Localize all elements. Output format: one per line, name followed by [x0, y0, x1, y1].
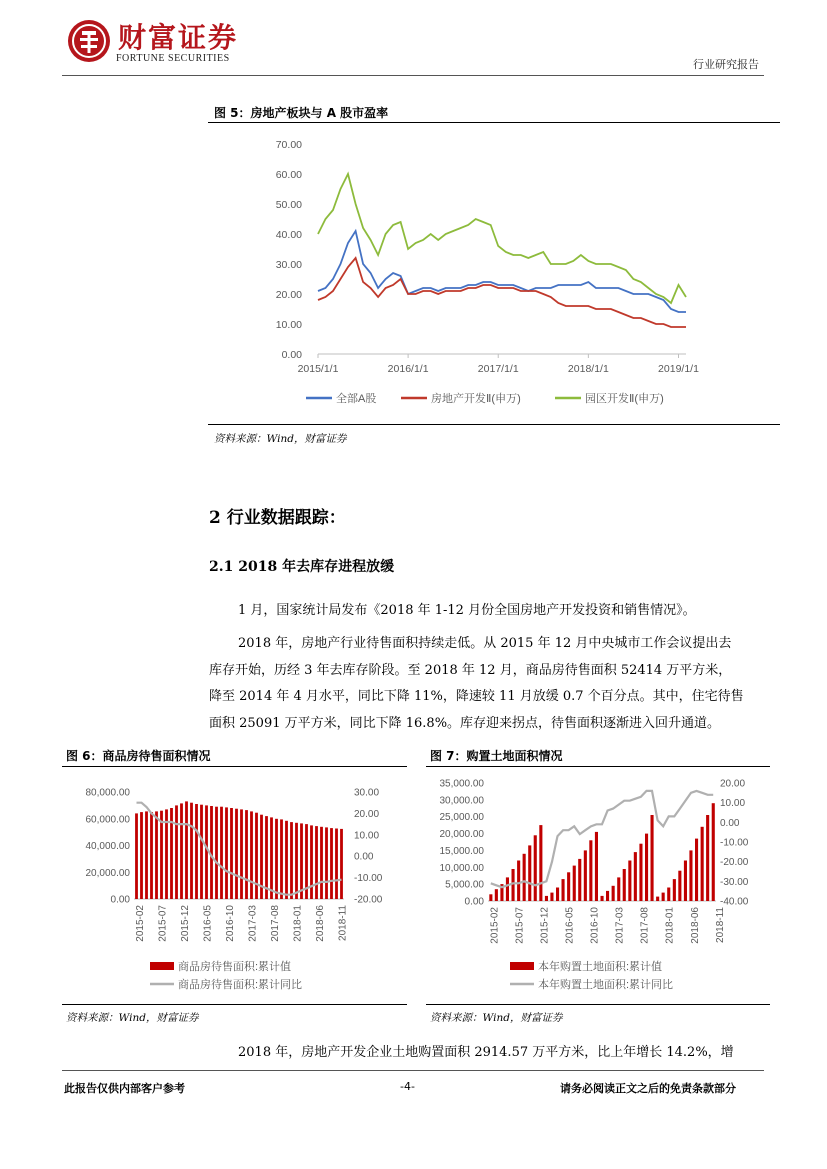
series-line-3 — [318, 174, 686, 303]
bar — [528, 845, 531, 901]
bar — [517, 861, 520, 902]
legend-label: 园区开发Ⅱ(申万) — [585, 393, 664, 405]
y-tick-label: 50.00 — [275, 199, 302, 211]
y-tick-label: 10.00 — [275, 319, 302, 331]
x-tick-label: 2015-02 — [135, 905, 146, 942]
legend-label: 商品房待售面积:累计同比 — [178, 979, 303, 991]
footer-page-number: -4- — [400, 1080, 415, 1093]
x-tick-label: 2018-11 — [337, 905, 349, 941]
bar — [578, 859, 581, 901]
y-tick-label: 20.00 — [275, 289, 302, 301]
bar — [275, 819, 278, 899]
x-tick-label: 2018/1/1 — [567, 363, 609, 375]
y-tick-label: 60.00 — [275, 169, 302, 181]
bar — [562, 879, 565, 901]
y-left-tick-label: 40,000.00 — [85, 841, 130, 852]
figure6-source: 资料来源：Wind，财富证券 — [66, 1012, 199, 1024]
y-left-tick-label: 30,000.00 — [439, 795, 484, 807]
bar — [684, 861, 687, 902]
bar — [639, 844, 642, 901]
x-tick-label: 2019/1/1 — [658, 363, 699, 375]
paragraph-2-line: 2018 年，房地产行业待售面积持续走低。从 2015 年 12 月中央城市工作会议提出去 — [238, 636, 732, 651]
y-right-tick-label: -10.00 — [354, 873, 383, 885]
tail-paragraph: 2018 年，房地产开发企业土地购置面积 2914.57 万平方米，比上年增长 14.2%，增 — [238, 1045, 734, 1060]
y-right-tick-label: 20.00 — [720, 778, 746, 790]
y-right-tick-label: -20.00 — [720, 857, 749, 869]
bar — [545, 896, 548, 901]
bar — [265, 816, 268, 899]
bar — [340, 829, 343, 899]
x-tick-label: 2017/1/1 — [477, 363, 519, 375]
bar — [606, 891, 609, 901]
x-tick-label: 2016-05 — [202, 905, 214, 942]
bar — [205, 805, 208, 899]
bar — [150, 812, 153, 899]
y-right-tick-label: -40.00 — [720, 896, 749, 908]
figure5-top-rule — [208, 122, 780, 123]
bar — [300, 823, 303, 899]
bar — [651, 815, 654, 901]
bar — [634, 852, 637, 901]
y-right-tick-label: 20.00 — [354, 808, 380, 820]
bar — [190, 803, 193, 899]
x-tick-label: 2018-11 — [714, 907, 726, 943]
y-left-tick-label: 80,000.00 — [85, 787, 130, 799]
x-tick-label: 2015-07 — [157, 905, 169, 942]
legend-label: 本年购置土地面积:累计同比 — [538, 979, 674, 991]
figure6-bottom-rule — [62, 1004, 407, 1005]
bar — [230, 808, 233, 899]
subsection-heading: 2.1 2018 年去库存进程放缓 — [209, 559, 395, 575]
bar — [155, 811, 158, 899]
bar — [662, 893, 665, 901]
y-tick-label: 0.00 — [281, 349, 302, 361]
figure7-chart — [426, 770, 770, 1000]
y-left-tick-label: 20,000.00 — [85, 867, 130, 879]
section-heading: 2 行业数据跟踪： — [209, 508, 346, 528]
x-tick-label: 2016-10 — [589, 907, 601, 944]
bar — [320, 827, 323, 899]
y-right-tick-label: 0.00 — [354, 851, 374, 863]
report-type: 行业研究报告 — [693, 58, 759, 71]
bar — [285, 821, 288, 899]
bar — [180, 803, 183, 899]
figure5-bottom-rule — [208, 424, 780, 425]
y-tick-label: 70.00 — [275, 139, 302, 151]
bar — [506, 877, 509, 901]
bar — [539, 825, 542, 901]
bar — [595, 832, 598, 901]
y-left-tick-label: 0.00 — [464, 896, 484, 908]
figure7-bottom-rule — [426, 1004, 770, 1005]
bar — [678, 871, 681, 901]
bar — [534, 835, 537, 901]
x-tick-label: 2015-12 — [539, 907, 551, 944]
paragraph-2 — [209, 631, 767, 737]
bar — [673, 879, 676, 901]
y-left-tick-label: 60,000.00 — [85, 814, 130, 826]
bar — [240, 809, 243, 899]
y-right-tick-label: 30.00 — [354, 787, 380, 799]
figure5-title: 图 5：房地产板块与 A 股市盈率 — [214, 106, 389, 120]
logo-emblem-icon — [66, 18, 112, 64]
bar — [689, 850, 692, 901]
bar — [255, 813, 258, 899]
y-left-tick-label: 15,000.00 — [439, 845, 484, 857]
figure6-chart — [62, 770, 407, 1000]
legend-swatch — [150, 962, 174, 970]
bar — [573, 866, 576, 901]
x-tick-label: 2015-07 — [514, 907, 526, 944]
y-tick-label: 30.00 — [275, 259, 302, 271]
bar — [584, 850, 587, 901]
bar — [706, 815, 709, 901]
legend-label: 全部A股 — [336, 393, 377, 405]
bar — [325, 827, 328, 899]
header-rule — [62, 75, 764, 76]
bar — [280, 819, 283, 899]
footer-rule — [62, 1070, 764, 1071]
x-tick-label: 2017-08 — [639, 907, 651, 944]
y-right-tick-label: -20.00 — [354, 894, 383, 906]
y-right-tick-label: 10.00 — [354, 830, 380, 842]
x-tick-label: 2015-02 — [489, 907, 501, 944]
bar — [290, 822, 293, 899]
figure7-top-rule — [426, 766, 770, 767]
bar — [235, 809, 238, 899]
bar — [335, 829, 338, 900]
legend-label: 房地产开发Ⅱ(申万) — [431, 393, 521, 405]
footer-right: 请务必阅读正文之后的免责条款部分 — [560, 1082, 736, 1095]
paragraph-2-line: 降至 2014 年 4 月水平，同比下降 11%，降速较 11 月放缓 0.7 个百分点。其中，住宅待售 — [209, 689, 744, 704]
bar — [550, 893, 553, 901]
x-tick-label: 2018-06 — [315, 905, 326, 942]
logo-cn-text: 财富证券 — [118, 21, 239, 54]
y-left-tick-label: 20,000.00 — [439, 829, 484, 841]
y-left-tick-label: 35,000.00 — [439, 778, 484, 790]
bar — [612, 886, 615, 901]
bar — [495, 889, 498, 901]
y-right-tick-label: 10.00 — [720, 798, 746, 810]
y-right-tick-label: -10.00 — [720, 837, 749, 849]
bar — [220, 807, 223, 899]
paragraph-2-line: 库存开始，历经 3 年去库存阶段。至 2018 年 12 月，商品房待售面积 52414 万平方米， — [209, 662, 732, 678]
footer-left: 此报告仅供内部客户参考 — [64, 1082, 185, 1095]
bar — [512, 869, 515, 901]
bar — [160, 811, 163, 899]
y-right-tick-label: 0.00 — [720, 817, 740, 829]
bar — [225, 807, 228, 899]
legend-label: 商品房待售面积:累计值 — [178, 961, 292, 973]
bar — [245, 810, 248, 899]
bar — [185, 801, 188, 899]
bar — [250, 811, 253, 899]
y-left-tick-label: 0.00 — [110, 894, 130, 906]
y-left-tick-label: 5,000.00 — [445, 879, 484, 891]
bar — [623, 869, 626, 901]
logo — [66, 18, 112, 64]
x-tick-label: 2017-03 — [247, 905, 259, 942]
x-tick-label: 2018-06 — [689, 907, 701, 944]
bar — [601, 896, 604, 901]
x-tick-label: 2018-01 — [664, 907, 676, 944]
figure5-source: 资料来源：Wind，财富证券 — [214, 433, 347, 445]
legend-swatch — [510, 962, 534, 970]
paragraph-2-line: 面积 25091 万平方米，同比下降 16.8%。库存迎来拐点，待售面积逐渐进入回升通道。 — [209, 715, 721, 731]
x-tick-label: 2018-01 — [292, 905, 304, 942]
x-tick-label: 2016-10 — [225, 905, 236, 942]
bar — [310, 825, 313, 899]
bar — [645, 834, 648, 901]
series-line-1 — [318, 231, 686, 312]
bar — [175, 805, 178, 899]
bar — [701, 827, 704, 901]
bar — [295, 823, 298, 899]
figure7-source: 资料来源：Wind，财富证券 — [430, 1012, 563, 1024]
bar — [489, 894, 492, 901]
bar — [556, 888, 559, 902]
bar — [667, 888, 670, 902]
bar — [215, 807, 218, 899]
y-left-tick-label: 10,000.00 — [439, 862, 484, 874]
figure6-title: 图 6：商品房待售面积情况 — [66, 749, 211, 763]
bar — [589, 840, 592, 901]
bar — [145, 811, 148, 899]
bar — [330, 828, 333, 899]
bar — [200, 805, 203, 899]
x-tick-label: 2015/1/1 — [297, 363, 339, 375]
figure5-chart — [208, 126, 780, 416]
bar — [617, 877, 620, 901]
bar — [712, 803, 715, 901]
bar — [656, 897, 659, 901]
bar — [523, 854, 526, 901]
figure7-title: 图 7：购置土地面积情况 — [430, 749, 563, 763]
bar — [695, 839, 698, 901]
logo-en-text: FORTUNE SECURITIES — [116, 53, 230, 64]
x-tick-label: 2017-03 — [614, 907, 626, 944]
y-right-tick-label: -30.00 — [720, 876, 749, 888]
figure6-top-rule — [62, 766, 407, 767]
x-tick-label: 2015-12 — [180, 905, 191, 942]
x-tick-label: 2017-08 — [270, 905, 281, 942]
bar — [270, 817, 273, 899]
paragraph-1: 1 月，国家统计局发布《2018 年 1-12 月份全国房地产开发投资和销售情况》。 — [238, 603, 696, 618]
bar — [135, 813, 138, 899]
bar — [140, 812, 143, 899]
x-tick-label: 2016-05 — [564, 907, 576, 944]
legend-label: 本年购置土地面积:累计值 — [538, 961, 663, 973]
y-tick-label: 40.00 — [275, 229, 302, 241]
bar — [628, 861, 631, 902]
x-tick-label: 2016/1/1 — [387, 363, 429, 375]
bar — [315, 826, 318, 899]
bar — [195, 804, 198, 899]
y-left-tick-label: 25,000.00 — [439, 812, 484, 824]
bar — [567, 872, 570, 901]
